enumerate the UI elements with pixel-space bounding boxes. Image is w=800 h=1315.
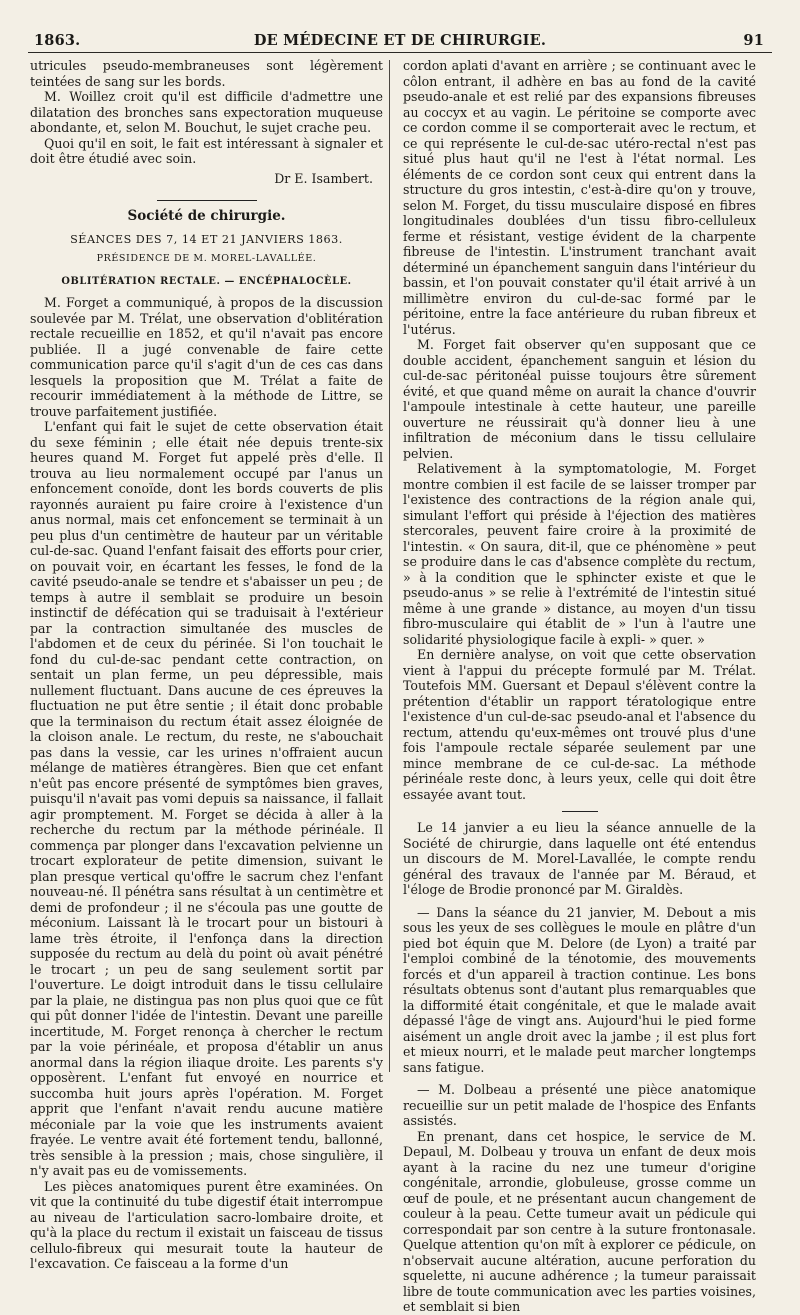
- sessions-line: SÉANCES DES 7, 14 ET 21 JANVIERS 1863.: [70, 232, 343, 246]
- paragraph: cordon aplati d'avant en arrière ; se continuant avec le côlon entrant, il adhère en bas au fond de la cavité pseudo-anale et est relié par des expansions fibreuses au coccyx et au vagin. Le péritoine se comporte avec ce cordon comme il se comporterait avec le rectum, et ce qui représente le cul-de-sac utéro-rectal n'est pas situé plus haut qu'il ne l'est à l'état normal. Les éléments de ce cordon sont ceux qui entrent dans la structure du gros intestin, c'est-à-dire qu'on y trouve, selon M. Forget, du tissu musculaire disposé en fibres longitudinales doublées d'un tissu fibro-celluleux ferme et résistant, vestige évident de la charpente fibreuse de l'intestin. L'instrument tranchant avait déterminé un épanchement sanguin dans l'intérieur du bassin, et l'on pouvait constater qu'il était arrivé à un millimètre environ du cul-de-sac formé par le péritoine, entre la face antérieure du ruban fibreux et l'utérus.: [403, 58, 756, 337]
- paragraph: En prenant, dans cet hospice, le service de M. Depaul, M. Dolbeau y trouva un enfant de deux mois ayant à la racine du nez une tumeur d'origine congénitale, arrondie, globuleuse, grosse comme un œuf de poule, et ne présentant aucun changement de couleur à la peau. Cette tumeur avait un pédicule qui correspondait par son centre à la suture frontonasale. Quelque attention qu'on mît à explorer ce pédicule, on n'observait aucune altération, aucune perforation du squelette, ni aucune adhérence ; la tumeur paraissait libre de toute communication avec les parties voisines, et semblait si bien: [403, 1128, 756, 1314]
- author-signature: Dr E. Isambert.: [274, 170, 373, 186]
- presidency-line: PRÉSIDENCE DE M. MOREL-LAVALLÉE.: [96, 253, 317, 264]
- paragraph: M. Woillez croit qu'il est difficile d'admettre une dilatation des bronches sans expectoration muqueuse abondante, et, selon M. Bouchut, le sujet crache peu.: [30, 89, 383, 135]
- paragraph: — M. Dolbeau a présenté une pièce anatomique recueillie sur un petit malade de l'hospice des Enfants assistés.: [403, 1082, 756, 1128]
- journal-title: DE MÉDECINE ET DE CHIRURGIE.: [253, 32, 547, 49]
- paragraph: utricules pseudo-membraneuses sont légèrement teintées de sang sur les bords.: [30, 58, 383, 89]
- paragraph: Les pièces anatomiques purent être examinées. On vit que la continuité du tube digestif était interrompue au niveau de l'articulation sacro-lombaire droite, et qu'à la place du rectum il existait un faisceau de tissus cellulo-fibreux qui mesurait toute la hauteur de l'excavation. Ce faisceau a la forme d'un: [30, 1178, 383, 1271]
- section-divider: [157, 200, 257, 201]
- paragraph: — Dans la séance du 21 janvier, M. Debout a mis sous les yeux de ses collègues le moule en plâtre d'un pied bot équin que M. Delore (de Lyon) a traité par l'emploi combiné de la ténotomie, des mouvements forcés et d'un appareil à traction continue. Les bons résultats obtenus sont d'autant plus remarquables que la difformité était congénitale, et que le malade avait dépassé l'âge de vingt ans. Aujourd'hui le pied forme aisément un angle droit avec la jambe ; il est plus fort et mieux nourri, et le malade peut marcher longtemps sans fatigue.: [403, 904, 756, 1075]
- paragraph: M. Forget a communiqué, à propos de la discussion soulevée par M. Trélat, une observation d'oblitération rectale recueillie en 1852, et qu'il n'avait pas encore publiée. Il a jugé convenable de faire cette communication parce qu'il s'agit d'un de ces cas dans lesquels la proposition que M. Trélat a faite de recourir immédiatement à la méthode de Littre, se trouve parfaitement justifiée.: [30, 295, 383, 419]
- subject-heading: OBLITÉRATION RECTALE. — ENCÉPHALOCÈLE.: [61, 275, 352, 287]
- left-column: [30, 58, 383, 1271]
- running-head: [28, 30, 772, 53]
- paragraph: Le 14 janvier a eu lieu la séance annuelle de la Société de chirurgie, dans laquelle ont été entendus un discours de M. Morel-Lavallée, le compte rendu général des travaux de l'année par M. Béraud, et l'éloge de Brodie prononcé par M. Giraldès.: [403, 820, 756, 897]
- paragraph: En dernière analyse, on voit que cette observation vient à l'appui du précepte formulé par M. Trélat. Toutefois MM. Guersant et Depaul s'élèvent contre la prétention d'établir un rapport tératologique entre l'existence d'un cul-de-sac pseudo-anal et l'absence du rectum, attendu qu'eux-mêmes ont trouvé plus d'une fois l'ampoule rectale séparée seulement par une mince membrane de ce cul-de-sac. La méthode périnéale reste donc, à leurs yeux, celle qui doit être essayée avant tout.: [403, 647, 756, 802]
- paragraph: Quoi qu'il en soit, le fait est intéressant à signaler et doit être étudié avec soin.: [30, 135, 383, 166]
- column-divider: [389, 60, 390, 1072]
- society-heading: Société de chirurgie.: [127, 208, 286, 224]
- paragraph: M. Forget fait observer qu'en supposant que ce double accident, épanchement sanguin et lésion du cul-de-sac péritonéal puisse toujours être sûrement évité, et que quand même on aurait la chance d'ouvrir l'ampoule intestinale à cette hauteur, une pareille ouverture ne réussirait qu'à donner lieu à une infiltration de méconium dans le tissu cellulaire pelvien.: [403, 337, 756, 461]
- page-number: 91: [743, 32, 764, 49]
- paragraph: L'enfant qui fait le sujet de cette observation était du sexe féminin ; elle était née depuis trente-six heures quand M. Forget fut appelé près d'elle. Il trouva au lieu normalement occupé par l'anus un enfoncement conoïde, dont les bords couverts de plis rayonnés auraient pu faire croire à l'existence d'un anus normal, mais cet enfoncement se terminait à un peu plus d'un centimètre de hauteur par un véritable cul-de-sac. Quand l'enfant faisait des efforts pour crier, on pouvait voir, en écartant les fesses, le fond de la cavité pseudo-anale se tendre et s'abaisser un peu ; de temps à autre il semblait se produire un besoin instinctif de défécation qui se traduisait à l'extérieur par la contraction simultanée des muscles de l'abdomen et de ceux du périnée. Si l'on touchait le fond du cul-de-sac pendant cette contraction, on sentait un plan ferme, un peu dépressible, mais nullement fluctuant. Dans aucune de ces épreuves la fluctuation ne put être sentie ; il était donc probable que la terminaison du rectum était assez éloignée de la cloison anale. Le rectum, du reste, ne s'abouchait pas dans la vessie, car les urines n'offraient aucun mélange de matières étrangères. Bien que cet enfant n'eût pas encore présenté de symptômes bien graves, puisqu'il n'avait pas vomi depuis sa naissance, il fallait agir promptement. M. Forget se décida à aller à la recherche du rectum par la méthode périnéale. Il commença par plonger dans l'excavation pelvienne un trocart explorateur de petite dimension, suivant le plan presque vertical qu'offre le sacrum chez l'enfant nouveau-né. Il pénétra sans résultat à un centimètre et demi de profondeur ; il ne s'écoula pas une goutte de méconium. Laissant là le trocart pour un bistouri à lame très étroite, il l'enfonça dans la direction supposée du rectum au delà du point où avait pénétré le trocart ; un peu de sang seulement sortit par l'ouverture. Le doigt introduit dans le tissu cellulaire par la plaie, ne distingua pas non plus quoi que ce fût qui pût donner l'idée de l'intestin. Devant une pareille incertitude, M. Forget renonça à chercher le rectum par la voie périnéale, et proposa d'établir un anus anormal dans la région iliaque droite. Les parents s'y opposèrent. L'enfant fut envoyé en nourrice et succomba huit jours après l'opération. M. Forget apprit que l'enfant n'avait rendu aucune matière méconiale par la voie que les instruments avaient frayée. Le ventre avait été fortement tendu, ballonné, très sensible à la pression ; mais, chose singulière, il n'y avait pas eu de vomissements.: [30, 419, 383, 1178]
- year-label: 1863.: [34, 32, 81, 49]
- right-column: [403, 58, 756, 1314]
- section-divider: [562, 811, 598, 812]
- paragraph: Relativement à la symptomatologie, M. Forget montre combien il est facile de se laisser tromper par l'existence des contractions de la région anale qui, simulant l'effort qui préside à l'éjection des matières stercorales, peuvent faire croire à la proximité de l'intestin. « On saura, dit-il, que ce phénomène » peut se produire dans le cas d'absence complète du rectum, » à la condition que le sphincter existe et que le pseudo-anus » se relie à l'extrémité de l'intestin situé même à une grande » distance, au moyen d'un tissu fibro-musculaire qui établit de » l'un à l'autre une solidarité physiologique facile à expli- » quer. »: [403, 461, 756, 647]
